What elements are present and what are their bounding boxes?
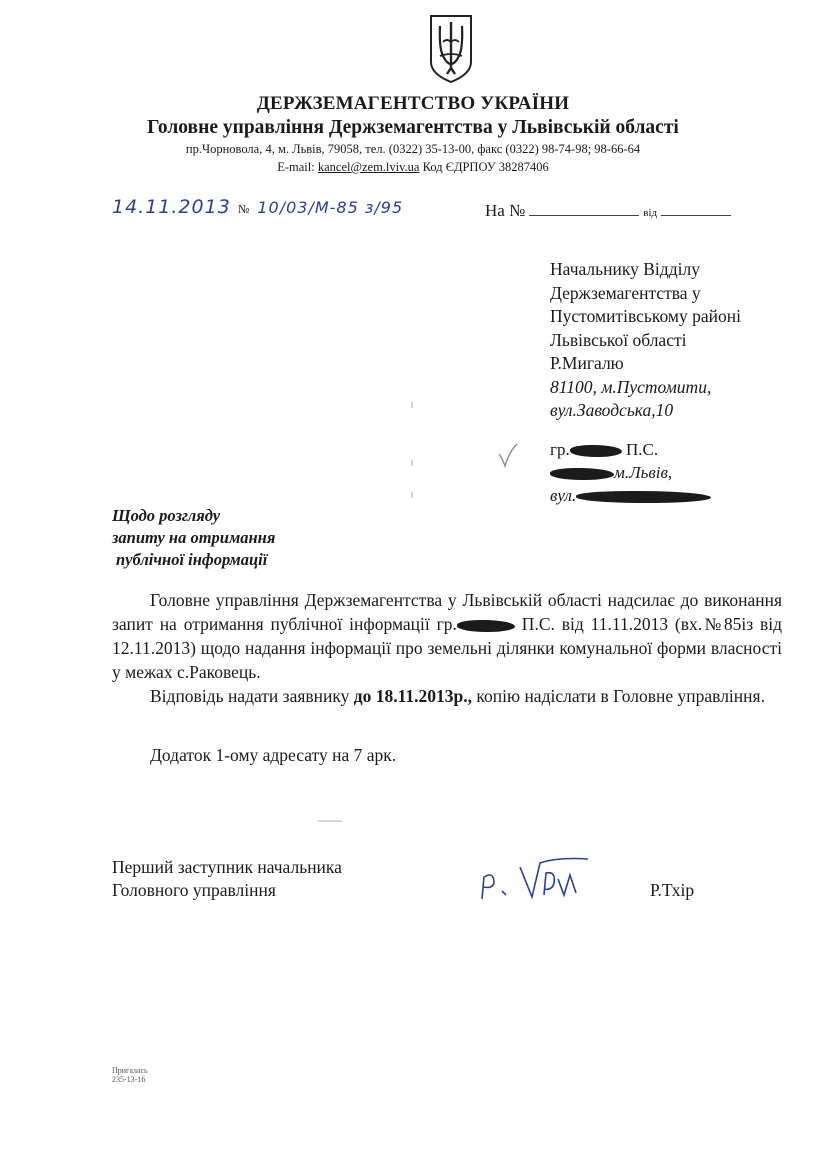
executor-name: Пригалась <box>112 1066 148 1075</box>
citizen-prefix: гр. <box>550 440 570 459</box>
agency-name: ДЕРЖЗЕМАГЕНТСТВО УКРАЇНИ <box>256 93 570 114</box>
department-name: Головне управління Держземагентства у Львівській області <box>147 117 679 138</box>
scan-speck <box>411 492 413 498</box>
citizen-initials: П.С. <box>621 440 659 459</box>
email-prefix: E-mail: <box>277 160 318 174</box>
citizen-street-line <box>550 484 711 507</box>
subject-block <box>112 505 275 571</box>
attachment-note: Додаток 1-ому адресату на 7 арк. <box>150 745 397 765</box>
scan-speck <box>411 460 413 466</box>
number-label: № <box>237 202 251 216</box>
edrpou-code: Код ЄДРПОУ 38287406 <box>419 160 549 174</box>
citizen-street-prefix: вул. <box>550 486 577 505</box>
signatory-name: Р.Тхір <box>650 880 695 900</box>
addressee-line: Держземагентства у <box>550 282 701 303</box>
citizen-name-line <box>550 438 711 461</box>
redaction-mark <box>550 468 614 480</box>
position-line: Перший заступник начальника <box>112 857 342 877</box>
registration-stamp <box>112 196 403 218</box>
body-paragraph <box>112 684 782 708</box>
redaction-mark <box>576 491 711 503</box>
checkmark-icon <box>497 442 519 468</box>
citizen-city: м.Львів, <box>614 463 673 482</box>
body-text: Відповідь надати заявнику <box>150 686 354 706</box>
letter-body <box>112 588 782 708</box>
citizen-city-line <box>550 461 711 484</box>
addressee-address-line: 81100, м.Пустомити, <box>550 376 712 397</box>
handwritten-signature-icon <box>478 855 596 905</box>
redaction-mark <box>457 620 515 632</box>
body-paragraph <box>112 588 782 684</box>
trident-emblem-icon <box>427 12 475 84</box>
registration-date: 14.11.2013 <box>112 196 231 218</box>
scan-speck <box>411 402 413 408</box>
body-text: Головне управління Держземагентства у Львівській області надсилає до виконання запит на отримання публічної інформації гр. <box>112 590 782 634</box>
reference-line <box>485 201 735 221</box>
from-label: від <box>643 207 658 219</box>
position-line: Головного управління <box>112 880 276 900</box>
subject-line: Щодо розгляду <box>112 506 221 525</box>
addressee-block <box>550 258 741 423</box>
deadline-text: до 18.11.2013р., <box>353 686 473 706</box>
ref-label: На № <box>485 201 526 220</box>
body-text: П.С. від 11.11.2013 (вх.№85із від 12.11.2013) щодо надання інформації про земельні ділянки комунальної форми власності у межах с.Раковець. <box>112 614 782 682</box>
body-text: копію надіслати в Головне управління. <box>472 686 765 706</box>
email-link[interactable]: kancel@zem.lviv.ua <box>317 160 420 174</box>
addressee-line: Р.Мигалю <box>550 353 624 373</box>
addressee-line: Начальнику Відділу <box>550 259 700 279</box>
ref-date-blank <box>661 201 731 216</box>
ref-number-blank <box>529 201 639 216</box>
email-line <box>0 160 826 175</box>
addressee-line: Пустомитівському районі <box>550 306 741 326</box>
scan-speck <box>318 820 342 822</box>
executor-note <box>112 1066 148 1084</box>
department-address: пр.Чорновола, 4, м. Львів, 79058, тел. (0322) 35-13-00, факс (0322) 98-74-98; 98-66-64 <box>185 142 641 156</box>
redaction-mark <box>570 445 622 457</box>
signatory-position <box>112 856 342 902</box>
registration-number: 10/03/М-85 з/95 <box>257 198 404 217</box>
subject-line: публічної інформації <box>116 550 268 569</box>
citizen-block <box>550 438 711 507</box>
addressee-line: Львівської області <box>550 329 687 350</box>
addressee-address-line: вул.Заводська,10 <box>550 400 674 420</box>
subject-line: запиту на отримання <box>112 528 276 547</box>
executor-phone: 235-13-16 <box>112 1075 146 1084</box>
